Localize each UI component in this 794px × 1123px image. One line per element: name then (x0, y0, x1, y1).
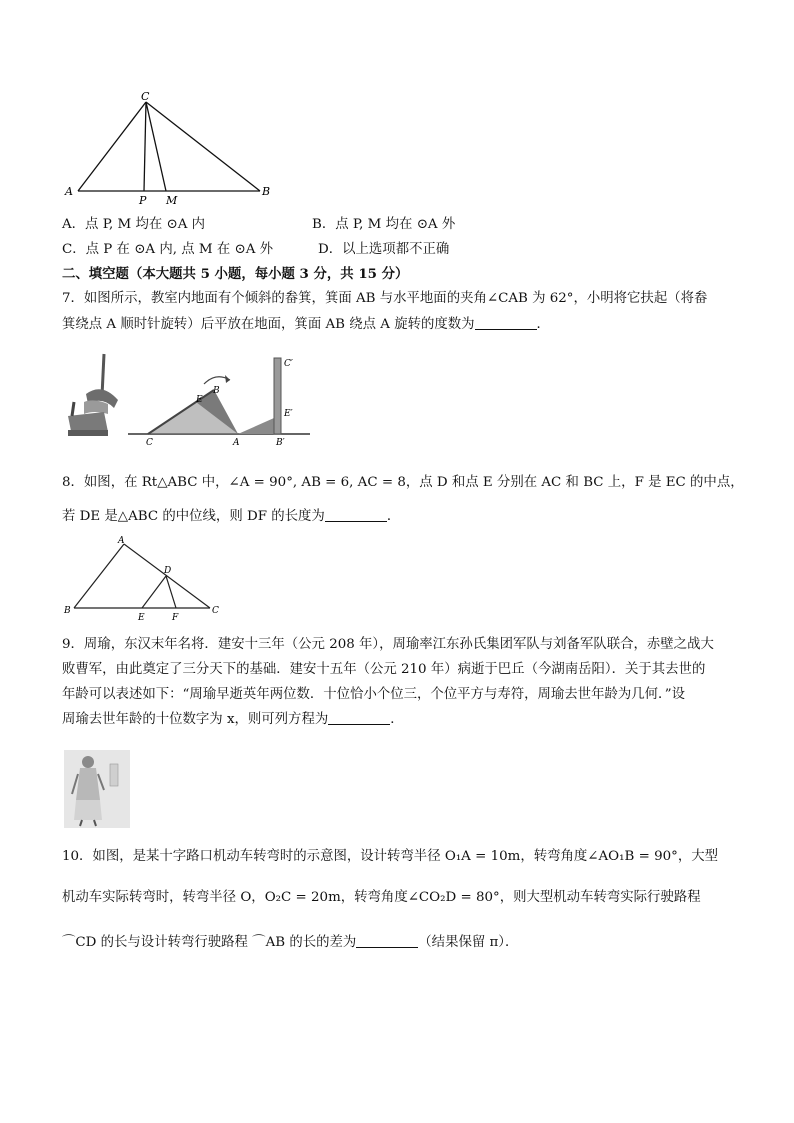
q8-label-E: E (138, 613, 145, 622)
label-A: A (65, 185, 73, 198)
q9-line4-end: ． (390, 712, 404, 727)
q8-line1: 8．如图，在 Rt△ABC 中，∠A = 90°, AB = 6, AC = 8，点 D 和点 E 分别在 AC 和 BC 上，F 是 EC 的中点， (62, 475, 744, 490)
q7-label-Cprime: C′ (284, 359, 293, 369)
label-M: M (166, 194, 178, 206)
q8-label-F: F (172, 613, 179, 622)
q10-line3-end: （结果保留 π）． (418, 935, 519, 950)
q9-zhouyu-portrait (64, 750, 130, 828)
q7-line2-text: 箕绕点 A 顺时针旋转）后平放在地面，箕面 AB 绕点 A 旋转的度数为 (62, 317, 475, 332)
q9-line3: 年龄可以表述如下：“周瑜早逝英年两位数．十位恰小个位三，个位平方与寿符，周瑜去世年龄为几何．”设 (62, 687, 685, 702)
q10-line3-text: ⌒CD 的长与设计转弯行驶路程 ⌒AB 的长的差为 (62, 935, 357, 950)
q10-line3 (62, 934, 518, 952)
q7-label-Eprime: E′ (284, 409, 293, 419)
q9-line2: 败曹军，由此奠定了三分天下的基础．建安十五年（公元 210 年）病逝于巴丘（今湖南岳阳）．关于其去世的 (62, 662, 706, 677)
q7-label-E: E (196, 395, 203, 405)
q7-rotation-figure (126, 350, 312, 448)
q7-answer-blank[interactable] (475, 317, 537, 330)
q8-label-B: B (64, 606, 71, 616)
q7-line2-end: ． (536, 317, 550, 332)
q9-line4-text: 周瑜去世年龄的十位数字为 x，则可列方程为 (62, 712, 329, 727)
q8-label-D: D (164, 566, 172, 576)
q8-label-C: C (212, 606, 219, 616)
q8-line2-text: 若 DE 是△ABC 的中位线，则 DF 的长度为 (62, 509, 325, 524)
q7-label-B: B (213, 386, 220, 396)
label-C: C (141, 90, 150, 103)
q7-label-A: A (233, 438, 240, 448)
q8-line2-end: ． (386, 509, 401, 524)
q7-line2 (62, 316, 550, 334)
q6-option-b: B．点 P, M 均在 ⊙A 外 (312, 217, 456, 232)
label-B: B (262, 185, 271, 198)
q7-label-C: C (146, 438, 153, 448)
q10-answer-blank[interactable] (356, 935, 418, 948)
q10-line1: 10．如图，是某十字路口机动车转弯时的示意图，设计转弯半径 O₁A = 10m，转弯角度∠AO₁B = 90°，大型 (62, 849, 718, 864)
q9-line4 (62, 711, 404, 729)
q6-option-d: D．以上选项都不正确 (318, 242, 450, 257)
q8-answer-blank[interactable] (325, 509, 387, 522)
q8-label-A: A (118, 536, 125, 546)
q7-line1: 7．如图所示，教室内地面有个倾斜的畚箕，箕面 AB 与水平地面的夹角∠CAB 为 62°，小明将它扶起（将畚 (62, 291, 708, 306)
q9-answer-blank[interactable] (328, 712, 390, 725)
label-P: P (139, 194, 147, 206)
section2-title: 二、填空题（本大题共 5 小题，每小题 3 分，共 15 分） (62, 266, 409, 282)
q6-option-a: A．点 P, M 均在 ⊙A 内 (62, 217, 206, 232)
q6-triangle-figure (60, 88, 280, 206)
q9-line1: 9．周瑜，东汉末年名将．建安十三年（公元 208 年），周瑜率江东孙氏集团军队与刘备军队联合，赤壁之战大 (62, 637, 714, 652)
q8-triangle-figure (60, 534, 230, 622)
q6-option-c: C．点 P 在 ⊙A 内, 点 M 在 ⊙A 外 (62, 242, 274, 257)
q8-line2 (62, 508, 400, 526)
q10-line2: 机动车实际转弯时，转弯半径 O，O₂C = 20m，转弯角度∠CO₂D = 80°，则大型机动车转弯实际行驶路程 (62, 890, 701, 905)
q7-label-Bprime: B′ (276, 438, 285, 448)
q7-dustpan-photo (64, 352, 124, 438)
